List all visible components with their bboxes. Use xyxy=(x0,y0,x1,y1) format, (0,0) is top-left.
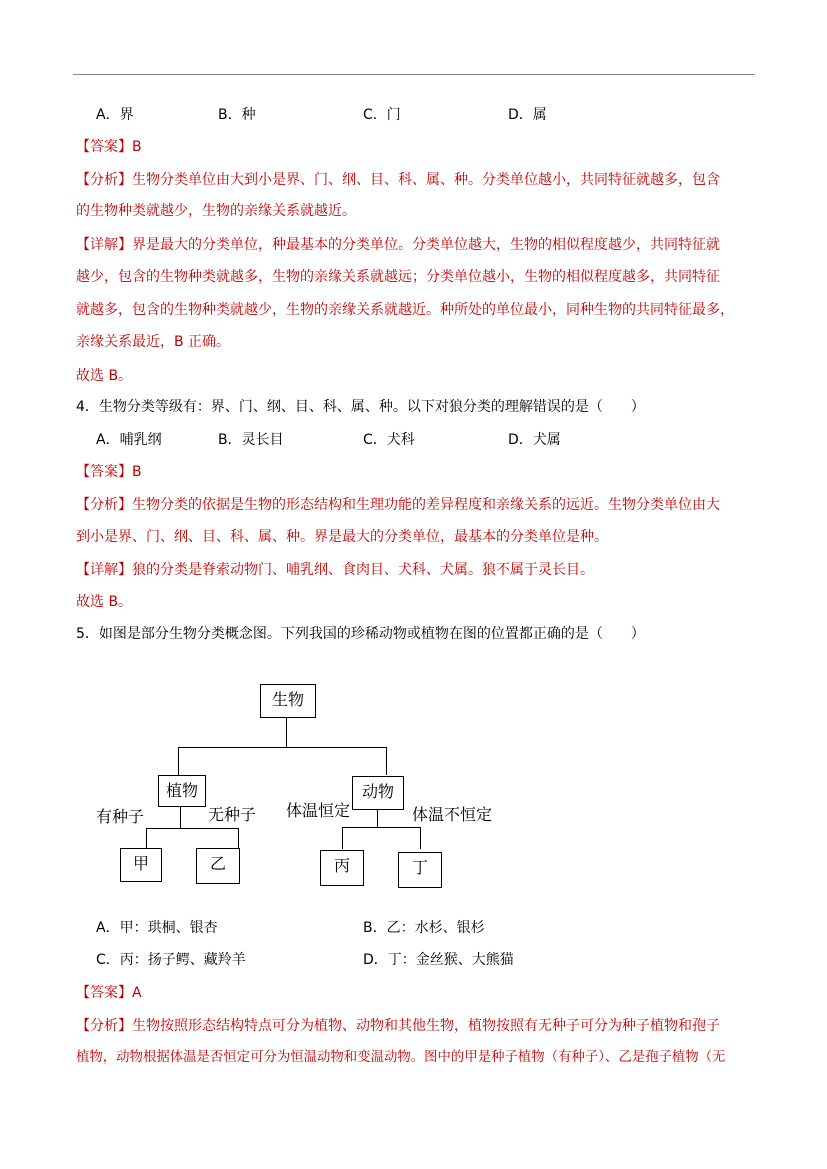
answer-value: A xyxy=(132,985,142,1001)
analysis-text: 生物按照形态结构特点可分为植物、动物和其他生物，植物按照有无种子可分为种子植物和孢子 xyxy=(132,1018,720,1034)
diagram-root-box: 生物 xyxy=(260,684,316,718)
q4-stem: 4．生物分类等级有：界、门、纲、目、科、属、种。以下对狼分类的理解错误的是（ ） xyxy=(76,399,645,415)
analysis-text: 生物分类的依据是生物的形态结构和生理功能的差异程度和亲缘关系的远近。生物分类单位由大 xyxy=(132,497,720,513)
q5-answer xyxy=(76,983,142,1003)
answer-value: B xyxy=(132,464,142,480)
answer-tag: 【答案】 xyxy=(76,139,132,155)
header-rule xyxy=(73,74,755,75)
q4-option-a: A．哺乳纲 xyxy=(96,432,162,448)
diagram-ding-box: 丁 xyxy=(398,852,442,888)
q3-analysis-line2: 的生物种类就越少，生物的亲缘关系就越近。 xyxy=(76,203,356,219)
answer-tag: 【答案】 xyxy=(76,464,132,480)
q3-option-d: D．属 xyxy=(508,107,547,123)
diagram-jia-box: 甲 xyxy=(120,848,162,882)
analysis-tag: 【分析】 xyxy=(76,497,132,513)
connector-line xyxy=(178,747,386,748)
diagram-animal-box: 动物 xyxy=(352,776,404,810)
q3-option-c: C．门 xyxy=(363,107,401,123)
q3-answer xyxy=(76,137,142,157)
q4-option-b: B．灵长目 xyxy=(218,432,284,448)
connector-line xyxy=(146,828,147,848)
q4-analysis-line1 xyxy=(76,495,720,515)
q5-stem: 5．如图是部分生物分类概念图。下列我国的珍稀动物或植物在图的位置都正确的是（ ） xyxy=(76,626,645,642)
q4-detail xyxy=(76,560,594,580)
q4-choose: 故选 B。 xyxy=(76,594,133,610)
q4-option-d: D．犬属 xyxy=(508,432,561,448)
connector-line xyxy=(180,806,181,828)
connector-line xyxy=(238,828,239,848)
q3-detail-line2: 越少，包含的生物种类就越多，生物的亲缘关系就越远；分类单位越小，生物的相似程度越多，共同特征 xyxy=(76,269,720,285)
detail-text: 界是最大的分类单位，种最基本的分类单位。分类单位越大，生物的相似程度越少，共同特征就 xyxy=(132,237,720,253)
connector-line xyxy=(377,809,378,827)
q3-detail-line1 xyxy=(76,235,720,255)
q4-option-c: C．犬科 xyxy=(363,432,415,448)
q3-detail-line3: 就越多，包含的生物种类就越少，生物的亲缘关系就越近。种所处的单位最小，同种生物的共同特征最多， xyxy=(76,302,734,318)
analysis-text: 生物分类单位由大到小是界、门、纲、目、科、属、种。分类单位越小，共同特征就越多，包含 xyxy=(132,172,720,188)
classification-diagram xyxy=(90,680,510,890)
detail-tag: 【详解】 xyxy=(76,237,132,253)
analysis-tag: 【分析】 xyxy=(76,172,132,188)
q3-option-b: B．种 xyxy=(218,107,256,123)
q3-choose: 故选 B。 xyxy=(76,368,133,384)
q5-option-d: D．丁：金丝猴、大熊猫 xyxy=(363,952,514,968)
analysis-tag: 【分析】 xyxy=(76,1018,132,1034)
q4-answer xyxy=(76,462,142,482)
q5-option-c: C．丙：扬子鳄、藏羚羊 xyxy=(96,952,246,968)
label-variable-temp: 体温不恒定 xyxy=(412,805,493,824)
connector-line xyxy=(178,747,179,775)
detail-text: 狼的分类是脊索动物门、哺乳纲、食肉目、犬科、犬属。狼不属于灵长目。 xyxy=(132,562,594,578)
label-has-seed: 有种子 xyxy=(96,807,145,826)
connector-line xyxy=(342,827,343,849)
connector-line xyxy=(420,827,421,849)
q3-detail-line4: 亲缘关系最近，B 正确。 xyxy=(76,334,231,350)
q5-analysis-line1 xyxy=(76,1016,720,1036)
connector-line xyxy=(342,827,420,828)
answer-tag: 【答案】 xyxy=(76,985,132,1001)
q5-analysis-line2: 植物，动物根据体温是否恒定可分为恒温动物和变温动物。图中的甲是种子植物（有种子）、乙是孢子植物（无 xyxy=(76,1050,726,1065)
diagram-bing-box: 丙 xyxy=(320,850,364,886)
connector-line xyxy=(286,717,287,747)
q5-option-b: B．乙：水杉、银杉 xyxy=(363,920,485,936)
label-no-seed: 无种子 xyxy=(208,805,257,824)
q5-option-a: A．甲：珙桐、银杏 xyxy=(96,920,218,936)
answer-value: B xyxy=(132,139,142,155)
detail-tag: 【详解】 xyxy=(76,562,132,578)
label-constant-temp: 体温恒定 xyxy=(286,801,351,820)
diagram-yi-box: 乙 xyxy=(196,848,240,884)
connector-line xyxy=(386,747,387,775)
connector-line xyxy=(146,828,238,829)
q3-option-a: A．界 xyxy=(96,107,134,123)
q3-analysis-line1 xyxy=(76,170,720,190)
q4-analysis-line2: 到小是界、门、纲、目、科、属、种。界是最大的分类单位，最基本的分类单位是种。 xyxy=(76,529,608,545)
diagram-plant-box: 植物 xyxy=(158,775,206,807)
